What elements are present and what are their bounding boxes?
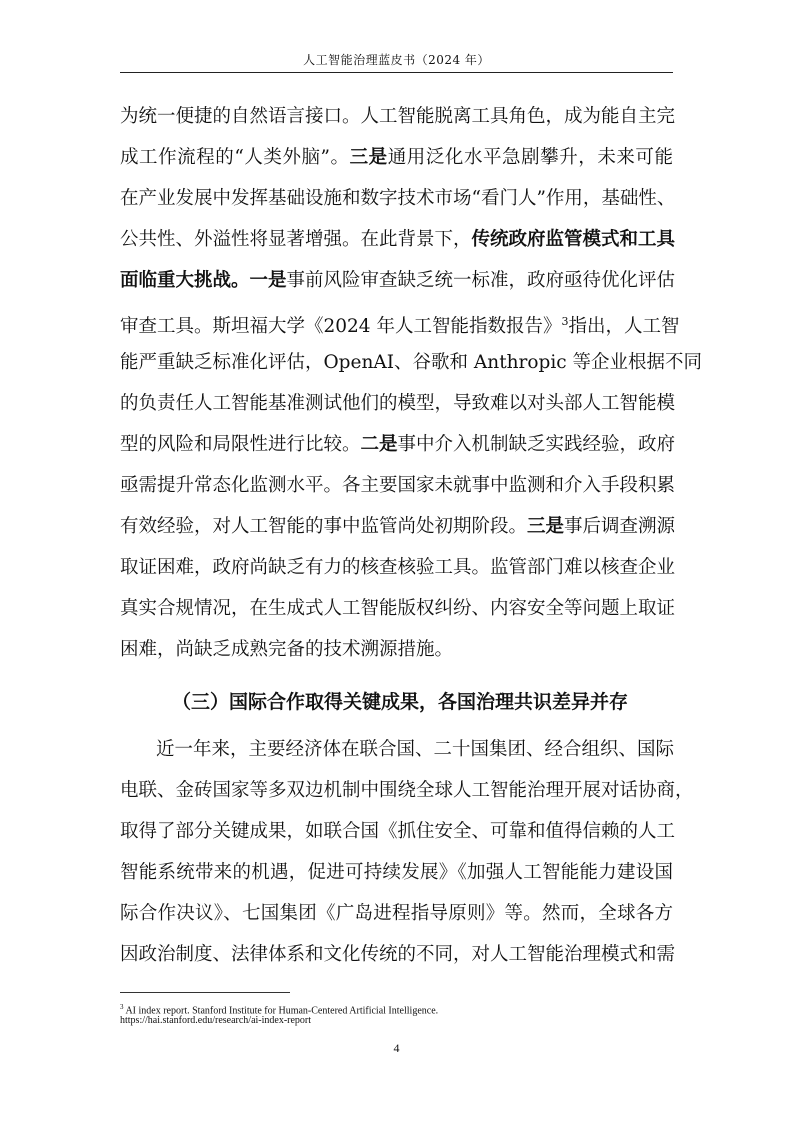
body-line xyxy=(120,269,676,293)
text-run: 取证困难，政府尚缺乏有力的核查核验工具。监管部门难以核查企业 xyxy=(120,557,676,578)
text-run: 的负责任人工智能基准测试他们的模型，导致难以对头部人工智能模 xyxy=(120,393,676,414)
text-run: 指出，人工智 xyxy=(568,316,680,338)
page-number: 4 xyxy=(393,1041,400,1055)
body-line xyxy=(120,474,676,498)
text-run: 因政治制度、法律体系和文化传统的不同，对人工智能治理模式和需 xyxy=(120,944,676,965)
emphasis-text: 面临重大挑战。 xyxy=(120,270,250,291)
body-line xyxy=(120,597,676,621)
body-line xyxy=(120,861,673,885)
body-line xyxy=(120,228,676,252)
footnote-ref: 3 xyxy=(561,315,569,328)
text-run: 成工作流程的“人类外脑”。 xyxy=(120,147,350,168)
body-line xyxy=(120,779,694,803)
body-line xyxy=(120,392,676,416)
body-line xyxy=(120,310,680,339)
footnote-url[interactable]: https://hai.stanford.edu/research/ai-index-report xyxy=(120,1015,312,1026)
emphasis-text: 三是 xyxy=(349,147,388,168)
body-line xyxy=(120,556,676,580)
text-run: 公共性、外溢性将显著增强。在此背景下， xyxy=(120,229,472,250)
text-run: 近一年来，主要经济体在联合国、二十国集团、经合组织、国际 xyxy=(156,739,675,760)
emphasis-text: 二是 xyxy=(360,434,398,455)
body-line xyxy=(120,638,673,662)
header-rule xyxy=(120,72,673,73)
body-line xyxy=(120,820,676,844)
text-run: 际合作决议》、七国集团《广岛进程指导原则》等。然而，全球各方 xyxy=(120,903,673,924)
body-line xyxy=(120,187,676,211)
section-heading: （三）国际合作取得关键成果，各国治理共识差异并存 xyxy=(172,691,629,713)
footnote-text: AI index report. Stanford Institute for Human-Centered Artificial Intelligence. xyxy=(125,1005,439,1017)
text-run: 困难，尚缺乏成熟完备的技术溯源措施。 xyxy=(120,639,454,660)
text-run: 事后调查溯源 xyxy=(564,516,676,537)
text-run: 事中介入机制缺乏实践经验，政府 xyxy=(397,434,676,455)
text-run: 取得了部分关键成果，如联合国《抓住安全、可靠和值得信赖的人工 xyxy=(120,821,676,842)
body-line xyxy=(120,943,676,967)
text-run: 有效经验，对人工智能的事中监管尚处初期阶段。 xyxy=(120,516,528,537)
text-run: 智能系统带来的机遇，促进可持续发展》《加强人工智能能力建设国 xyxy=(120,862,673,883)
text-run: 能严重缺乏标准化评估，OpenAI、谷歌和 Anthropic 等企业根据不同 xyxy=(120,352,703,373)
body-line xyxy=(120,146,673,170)
body-line xyxy=(120,433,676,457)
text-run: 通用泛化水平急剧攀升，未来可能 xyxy=(387,147,673,168)
text-run: 事前风险审查缺乏统一标准，政府亟待优化评估 xyxy=(286,270,676,291)
footnote-marker: 3 xyxy=(120,1003,124,1011)
footnote-rule xyxy=(120,992,290,993)
text-run: 亟需提升常态化监测水平。各主要国家未就事中监测和介入手段积累 xyxy=(120,475,676,496)
body-line xyxy=(120,351,703,375)
text-run: 在产业发展中发挥基础设施和数字技术市场“看门人”作用，基础性、 xyxy=(120,188,676,209)
text-run: 电联、金砖国家等多双边机制中围绕全球人工智能治理开展对话协商， xyxy=(120,780,694,801)
text-run: 审查工具。斯坦福大学《2024 年人工智能指数报告》 xyxy=(120,316,562,338)
emphasis-text: 三是 xyxy=(527,516,565,537)
body-line xyxy=(120,105,676,129)
emphasis-text: 一是 xyxy=(249,270,287,291)
running-header: 人工智能治理蓝皮书（2024 年） xyxy=(303,53,490,67)
text-run: 为统一便捷的自然语言接口。人工智能脱离工具角色，成为能自主完 xyxy=(120,106,676,127)
text-run: 型的风险和局限性进行比较。 xyxy=(120,434,361,455)
text-run: 真实合规情况，在生成式人工智能版权纠纷、内容安全等问题上取证 xyxy=(120,598,676,619)
body-line xyxy=(120,515,676,539)
emphasis-text: 传统政府监管模式和工具 xyxy=(471,229,676,250)
body-line xyxy=(156,738,673,762)
body-line xyxy=(120,902,673,926)
